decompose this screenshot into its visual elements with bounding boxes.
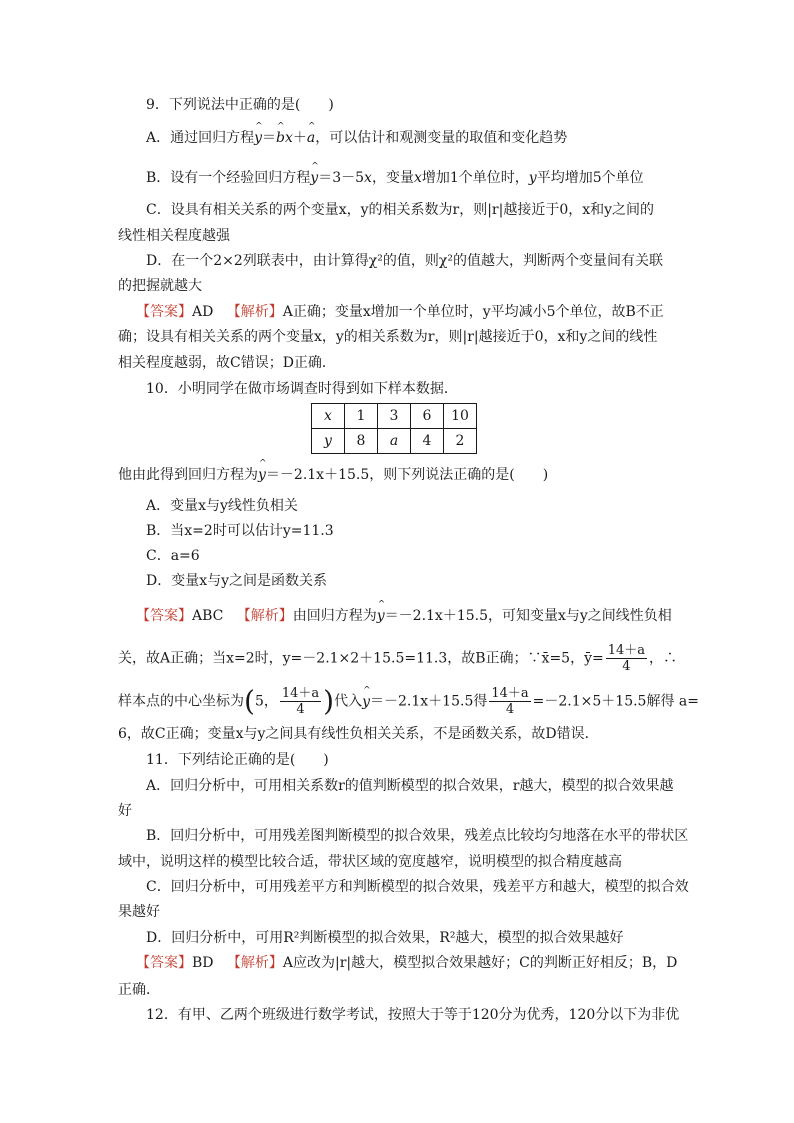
q10-analysis-tag: 【解析】: [236, 608, 293, 624]
q9-answer-tag: 【答案】: [136, 304, 192, 320]
q10-analysis-a2-eq: =: [592, 650, 604, 667]
q10-analysis-a3-mid2: ＝－2.1x＋15.5得: [370, 693, 488, 710]
fraction-numerator: 14＋a: [281, 686, 320, 701]
q11-option-b-line2: 域中，说明这样的模型比较合适，带状区域的宽度越窄，说明模型的拟合精度越高: [118, 854, 622, 870]
q10-analysis-a2-xbar: x̄: [541, 650, 550, 667]
q9-option-b-post: 平均增加5个单位: [536, 170, 644, 186]
q10-stem: 10．小明同学在做市场调查时得到如下样本数据．: [146, 381, 458, 397]
q10-fraction: [606, 643, 647, 674]
q12-stem: 12．有甲、乙两个班级进行数学考试，按照大于等于120分为优秀，120分以下为非优: [146, 1007, 680, 1023]
fraction-denominator: 4: [622, 659, 631, 674]
q10-analysis-a3-mid: 代入: [334, 693, 363, 710]
table-cell: a: [378, 429, 411, 454]
q11-option-b-line1: B．回归分析中，可用残差图判断模型的拟合效果，残差点比较均匀地落在水平的带状区: [146, 828, 689, 844]
q9-option-a-yhat: ^ y: [254, 128, 262, 148]
table-cell: 8: [345, 429, 378, 454]
q10-analysis-a1-yhat: ^ y: [377, 606, 385, 626]
q11-option-c-line2: 果越好: [118, 904, 160, 920]
fraction-numerator: 14＋a: [607, 643, 646, 658]
q9-analysis-line1: A正确；变量x增加一个单位时，y平均减小5个单位，故B不正: [282, 304, 664, 320]
q9-option-b-x: x: [364, 170, 372, 186]
q9-analysis-tag: 【解析】: [226, 304, 283, 320]
q11-option-d: D．回归分析中，可用R²判断模型的拟合效果，R²越大，模型的拟合效果越好: [146, 930, 624, 946]
q10-line2-pre: 他由此得到回归方程为: [118, 467, 258, 483]
q9-option-b-yhat: ^ y: [310, 168, 318, 188]
table-row: [312, 429, 477, 454]
q9-answer: AD: [192, 304, 214, 320]
q10-option-a: A．变量x与y线性负相关: [146, 498, 298, 514]
q9-analysis-line3: 相关程度越弱，故C错误；D正确．: [118, 355, 336, 371]
table-row: [312, 404, 477, 429]
q9-option-b-eq: ＝3－5: [318, 170, 365, 186]
q10-answer: ABC: [192, 608, 224, 624]
table-cell: 4: [411, 429, 444, 454]
q10-analysis-a2-post: ，∴: [649, 650, 678, 667]
q9-option-b-pre: B．设有一个经验回归方程: [146, 170, 311, 186]
q10-analysis-a3-yhat: ^ y: [362, 692, 370, 712]
q9-option-a-pre: A．通过回归方程: [146, 130, 255, 146]
q10-analysis-a3-post: =－2.1×5＋15.5解得 a=: [532, 693, 699, 710]
q9-stem: 9．下列说法中正确的是( ): [146, 97, 334, 113]
table-cell: 10: [444, 404, 477, 429]
fraction-numerator: 14＋a: [491, 686, 529, 701]
q10-option-d: D．变量x与y之间是函数关系: [146, 573, 328, 589]
q10-analysis-a2-eq5: =5，: [549, 650, 585, 667]
q9-option-b: [146, 168, 644, 188]
q11-stem: 11．下列结论正确的是( ): [146, 752, 329, 768]
q10-analysis-line3: [118, 686, 699, 717]
q9-option-b-y2: y: [528, 170, 537, 186]
q10-analysis-line2: [118, 643, 677, 674]
q10-analysis-a3-pre: 样本点的中心坐标为: [118, 693, 244, 710]
q10-fraction: [489, 686, 530, 717]
q10-analysis-a3-rparen: ): [323, 684, 335, 718]
q11-option-c-line1: C．回归分析中，可用残差平方和判断模型的拟合效果，残差平方和越大，模型的拟合效: [146, 879, 689, 895]
table-cell: 6: [411, 404, 444, 429]
q9-option-b-x2: x: [413, 170, 422, 186]
q9-option-d-line2: 的把握就越大: [118, 278, 202, 294]
table-cell: 3: [378, 404, 411, 429]
q10-analysis-line4: 6，故C正确；变量x与y之间具有线性负相关关系，不是函数关系，故D错误．: [118, 726, 599, 742]
q11-analysis-tag: 【解析】: [226, 955, 283, 971]
q11-answer-line1: [136, 953, 677, 973]
q10-option-c: C．a=6: [146, 548, 200, 564]
table-cell: 1: [345, 404, 378, 429]
q9-option-c-line2: 线性相关程度越强: [118, 228, 230, 244]
q9-option-a-eq: ＝: [262, 130, 277, 146]
q11-analysis-line1: A应改为|r|越大，模型拟合效果越好；C的判断正好相反；B，D: [282, 955, 678, 971]
q10-line2: [118, 465, 548, 485]
q10-analysis-a1-post: ＝－2.1x＋15.5，可知变量x与y之间线性负相: [384, 608, 672, 624]
q11-option-a-line1: A．回归分析中，可用相关系数r的值判断模型的拟合效果，r越大，模型的拟合效果越: [146, 778, 674, 794]
q9-option-d-line1: D．在一个2×2列联表中，由计算得χ²的值，则χ²的值越大，判断两个变量间有关联: [146, 253, 663, 269]
table-cell: x: [312, 404, 345, 429]
q10-analysis-a1-pre: 由回归方程为: [292, 608, 377, 624]
q10-fraction: [280, 686, 321, 717]
q9-option-a-post: ，可以估计和观测变量的取值和变化趋势: [315, 130, 568, 146]
q9-option-b-mid2: 增加1个单位时，: [421, 170, 529, 186]
q10-analysis-a2-ybar: ȳ: [584, 650, 593, 667]
fraction-denominator: 4: [296, 702, 305, 717]
q10-sample-table: [311, 403, 477, 454]
q9-option-a-plus: ＋: [292, 130, 307, 146]
q9-option-a-ahat: ^ a: [307, 128, 315, 148]
q10-analysis-a3-five: 5，: [254, 693, 278, 710]
q9-option-a: [146, 128, 567, 148]
q9-option-c-line1: C．设具有相关关系的两个变量x，y的相关系数为r，则|r|越接近于0，x和y之间的: [146, 202, 655, 218]
q10-answer-line1: [136, 606, 672, 626]
q10-line2-post: ＝－2.1x＋15.5，则下列说法正确的是( ): [265, 467, 549, 483]
q11-answer-tag: 【答案】: [136, 955, 192, 971]
q9-analysis-line2: 确；设具有相关关系的两个变量x，y的相关系数为r，则|r|越接近于0，x和y之间的线性: [118, 329, 658, 345]
q11-option-a-line2: 好: [118, 803, 132, 819]
table-cell: 2: [444, 429, 477, 454]
fraction-denominator: 4: [505, 702, 515, 717]
q9-option-b-mid: ，变量: [371, 170, 414, 186]
q9-answer-line1: [136, 302, 664, 322]
q11-answer: BD: [192, 955, 214, 971]
q10-analysis-a2-pre: 关，故A正确；当x=2时，y=－2.1×2＋15.5=11.3，故B正确；∵: [118, 650, 542, 667]
q11-analysis-line2: 正确．: [118, 982, 160, 998]
q9-option-a-bhat: ^ b: [276, 128, 285, 148]
q10-answer-tag: 【答案】: [136, 608, 192, 624]
q10-line2-yhat: ^ y: [258, 465, 266, 485]
q10-analysis-a3-lparen: (: [244, 684, 255, 718]
q9-option-a-x: x: [285, 130, 293, 146]
table-cell: y: [312, 429, 345, 454]
q10-option-b: B．当x=2时可以估计y=11.3: [146, 523, 334, 539]
